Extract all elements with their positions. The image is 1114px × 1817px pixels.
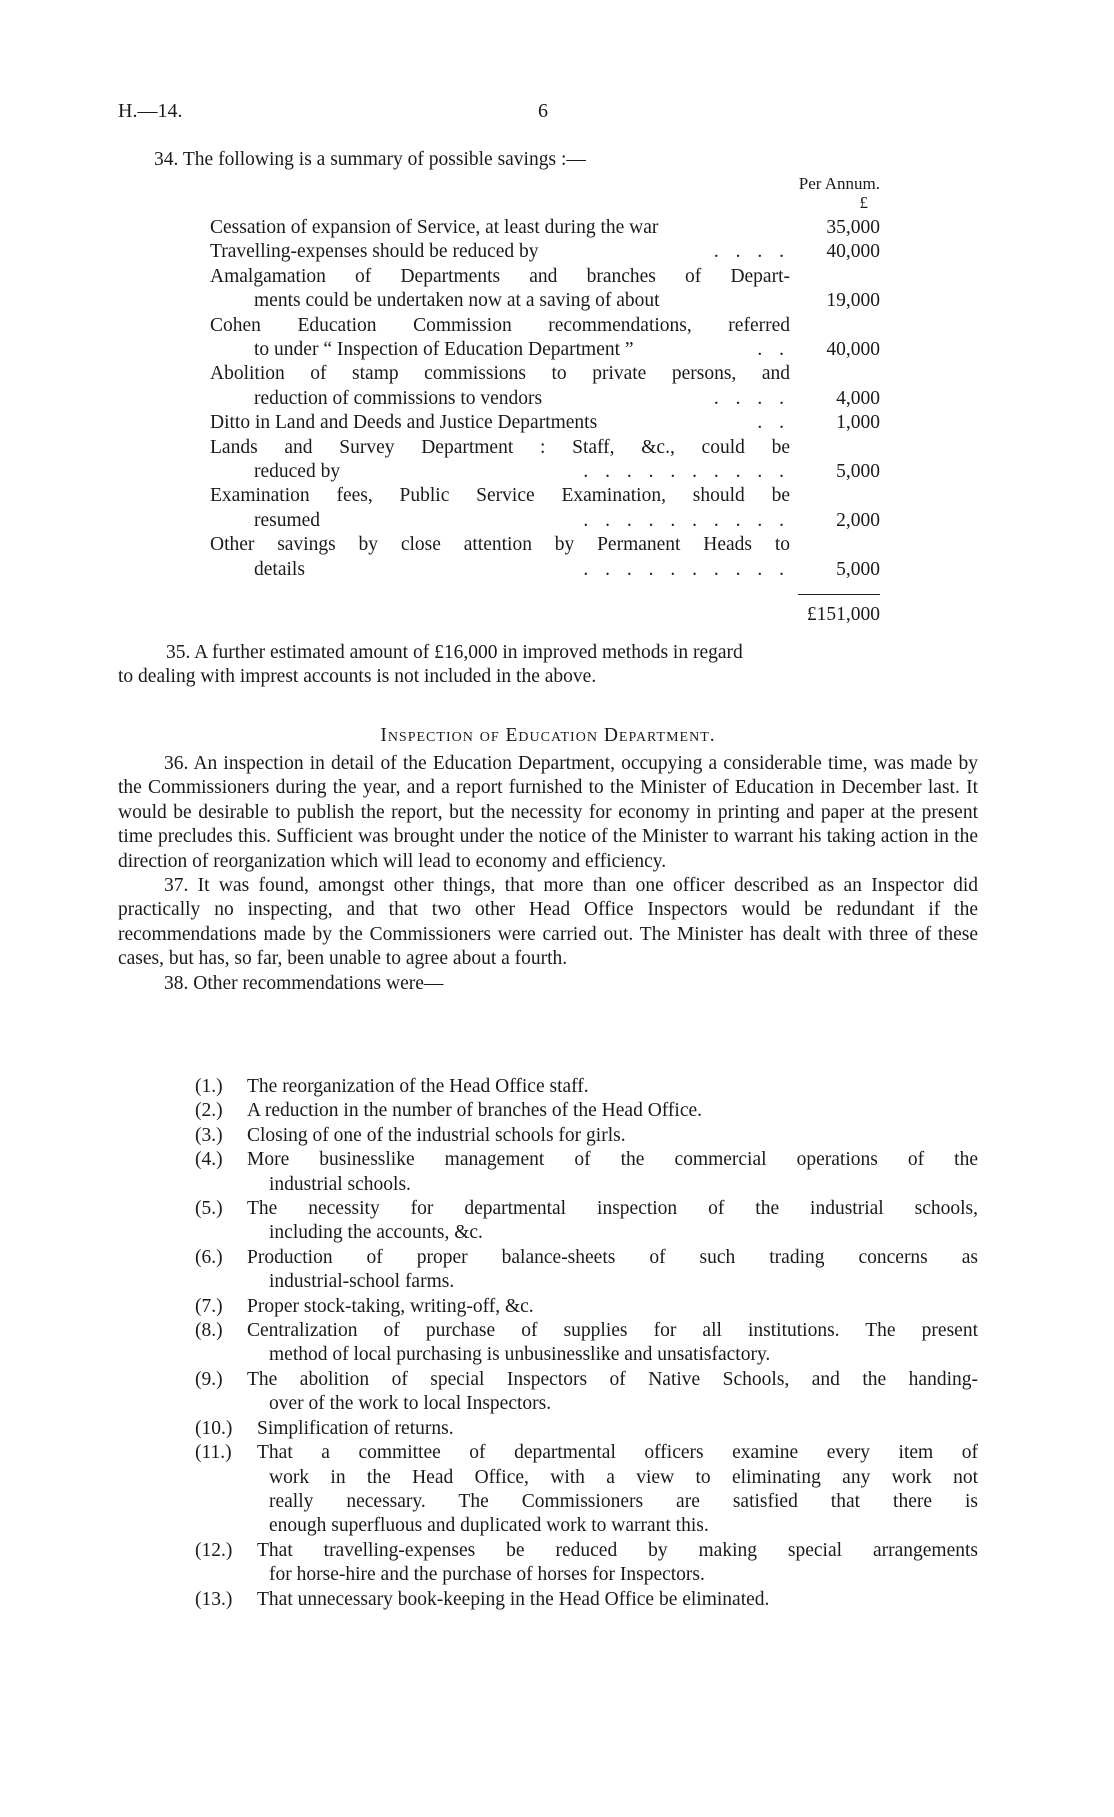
savings-row-text: Other savings by close attention by Permanent Heads to	[210, 534, 790, 556]
leader-dots: . . . . . . . . . .	[583, 509, 790, 531]
savings-row-text: Ditto in Land and Deeds and Justice Departments	[210, 412, 598, 434]
list-item	[195, 1099, 978, 1123]
savings-row-text: Travelling-expenses should be reduced by	[210, 241, 539, 263]
savings-row	[210, 216, 880, 240]
savings-total: £151,000	[806, 604, 880, 626]
savings-row-text: Examination fees, Public Service Examination, should be	[210, 485, 790, 507]
leader-dots: . . . .	[713, 387, 790, 409]
list-item-number: (7.)	[195, 1295, 223, 1317]
leader-dots: . . . . . . . . . .	[583, 461, 790, 483]
document-reference: H.—14.	[118, 100, 183, 122]
savings-row-amount: 4,000	[836, 387, 880, 409]
list-item-text: The abolition of special Inspectors of Native Schools, and the handing-	[247, 1368, 978, 1390]
savings-row	[210, 533, 880, 582]
list-item-text: That travelling-expenses be reduced by making special arrangements	[257, 1539, 978, 1561]
savings-row-amount: 1,000	[836, 412, 880, 434]
list-item-number: (5.)	[195, 1198, 223, 1220]
paragraph-35	[118, 641, 978, 690]
list-item	[195, 1588, 978, 1612]
list-item-text-cont: over of the work to local Inspectors.	[269, 1393, 552, 1415]
paragraph-34: 34. The following is a summary of possible savings :—	[154, 149, 586, 170]
savings-row-text-cont: to under “ Inspection of Education Department ”	[254, 339, 634, 361]
list-item-text: The reorganization of the Head Office staff.	[247, 1076, 589, 1097]
savings-row-text-cont: resumed	[254, 509, 321, 531]
savings-row-amount: 19,000	[826, 290, 880, 312]
list-item-text-cont: enough superfluous and duplicated work to warrant this.	[269, 1515, 709, 1537]
list-item	[195, 1124, 978, 1148]
savings-row-text-cont: details	[254, 558, 305, 580]
currency-symbol: £	[859, 193, 868, 212]
page-number: 6	[538, 100, 548, 122]
list-item-text-cont: industrial schools.	[269, 1173, 411, 1195]
leader-dots: . . . . . . . . . .	[583, 558, 790, 580]
savings-row	[210, 240, 880, 264]
savings-row-amount: 2,000	[836, 509, 880, 531]
list-item-text: Proper stock-taking, writing-off, &c.	[247, 1295, 534, 1317]
savings-row	[210, 484, 880, 533]
paragraph-36: 36. An inspection in detail of the Education Department, occupying a considerable time, was made by the Commissioners during the year, and a report furnished to the Minister of Education in December last. It would be desirable to publish the report, but the necessity for economy in printing and paper at the present time precludes this. Sufficient was brought under the notice of the Minister to warrant his taking action in the direction of reorganization which will lead to economy and efficiency.	[118, 753, 978, 872]
list-item-text: That a committee of departmental officers examine every item of	[257, 1442, 978, 1464]
list-item-text: Centralization of purchase of supplies for all institutions. The present	[247, 1320, 978, 1342]
list-item	[195, 1368, 978, 1417]
leader-dots: . .	[757, 339, 790, 361]
list-item-text: More businesslike management of the commercial operations of the	[247, 1149, 978, 1171]
list-item	[195, 1539, 978, 1588]
list-item	[195, 1246, 978, 1295]
total-rule	[798, 594, 880, 595]
list-item-text: Simplification of returns.	[257, 1417, 454, 1439]
savings-row-text-cont: ments could be undertaken now at a saving of about	[254, 290, 660, 312]
paragraph-38: 38. Other recommendations were—	[164, 972, 444, 994]
list-item-text-cont: really necessary. The Commissioners are satisfied that there is	[269, 1490, 978, 1512]
section-body	[118, 752, 978, 996]
list-item-text-cont: work in the Head Office, with a view to eliminating any work not	[269, 1466, 978, 1488]
per-annum-heading: Per Annum.	[798, 174, 880, 193]
list-item-text: A reduction in the number of branches of the Head Office.	[247, 1100, 703, 1122]
list-item-number: (10.)	[195, 1417, 233, 1439]
savings-row-amount: 40,000	[826, 339, 880, 361]
list-item-number: (12.)	[195, 1539, 233, 1561]
list-item-number: (4.)	[195, 1149, 223, 1171]
savings-row-text: Cessation of expansion of Service, at least during the war	[210, 217, 659, 238]
list-item-text-cont: industrial-school farms.	[269, 1271, 455, 1293]
savings-row	[210, 362, 880, 411]
list-item	[195, 1148, 978, 1197]
list-item-text-cont: including the accounts, &c.	[269, 1222, 483, 1244]
savings-row-text: Abolition of stamp commissions to private persons, and	[210, 363, 790, 385]
paragraph-35-line-1: 35. A further estimated amount of £16,000 in improved methods in regard	[166, 642, 743, 663]
leader-dots: . .	[757, 412, 790, 434]
list-item-number: (9.)	[195, 1368, 223, 1390]
leader-dots: . . . .	[713, 241, 790, 263]
list-item	[195, 1197, 978, 1246]
list-item-number: (11.)	[195, 1442, 232, 1464]
savings-row-text: Amalgamation of Departments and branches of Depart-	[210, 265, 790, 287]
section-heading: Inspection of Education Department.	[380, 725, 716, 746]
savings-table	[210, 172, 880, 628]
list-item-number: (2.)	[195, 1100, 223, 1122]
list-item-text: Production of proper balance-sheets of such trading concerns as	[247, 1246, 978, 1268]
list-item	[195, 1417, 978, 1441]
list-item	[195, 1075, 978, 1099]
list-item-number: (1.)	[195, 1076, 223, 1097]
savings-row-text-cont: reduction of commissions to vendors	[254, 387, 543, 409]
savings-row-amount: 5,000	[836, 461, 880, 483]
paragraph-35-line-2: to dealing with imprest accounts is not included in the above.	[118, 666, 597, 688]
list-item-number: (3.)	[195, 1124, 223, 1146]
savings-row	[210, 265, 880, 314]
recommendations-list	[195, 1075, 978, 1612]
list-item-text: The necessity for departmental inspection of the industrial schools,	[247, 1198, 978, 1220]
savings-row-text: Cohen Education Commission recommendations, referred	[210, 314, 790, 336]
savings-row	[210, 436, 880, 485]
list-item	[195, 1295, 978, 1319]
list-item-number: (8.)	[195, 1320, 223, 1342]
savings-row-amount: 5,000	[836, 558, 880, 580]
list-item-text-cont: for horse-hire and the purchase of horses for Inspectors.	[269, 1564, 705, 1586]
savings-row-text: Lands and Survey Department : Staff, &c., could be	[210, 436, 790, 458]
list-item-text: That unnecessary book-keeping in the Head Office be eliminated.	[257, 1588, 770, 1610]
list-item-text: Closing of one of the industrial schools for girls.	[247, 1124, 626, 1146]
savings-row-amount: 35,000	[826, 217, 880, 238]
list-item	[195, 1319, 978, 1368]
savings-row	[210, 411, 880, 435]
paragraph-37: 37. It was found, amongst other things, that more than one officer described as an Inspector did practically no inspecting, and that two other Head Office Inspectors would be redundant if the recommendations made by the Commissioners were carried out. The Minister has dealt with three of these cases, but has, so far, been unable to agree about a fourth.	[118, 875, 978, 970]
savings-row-text-cont: reduced by	[254, 461, 341, 483]
list-item-text-cont: method of local purchasing is unbusinesslike and unsatisfactory.	[269, 1344, 771, 1366]
savings-row-amount: 40,000	[826, 241, 880, 263]
list-item-number: (13.)	[195, 1588, 233, 1610]
list-item	[195, 1441, 978, 1539]
savings-row	[210, 314, 880, 363]
list-item-number: (6.)	[195, 1246, 223, 1268]
